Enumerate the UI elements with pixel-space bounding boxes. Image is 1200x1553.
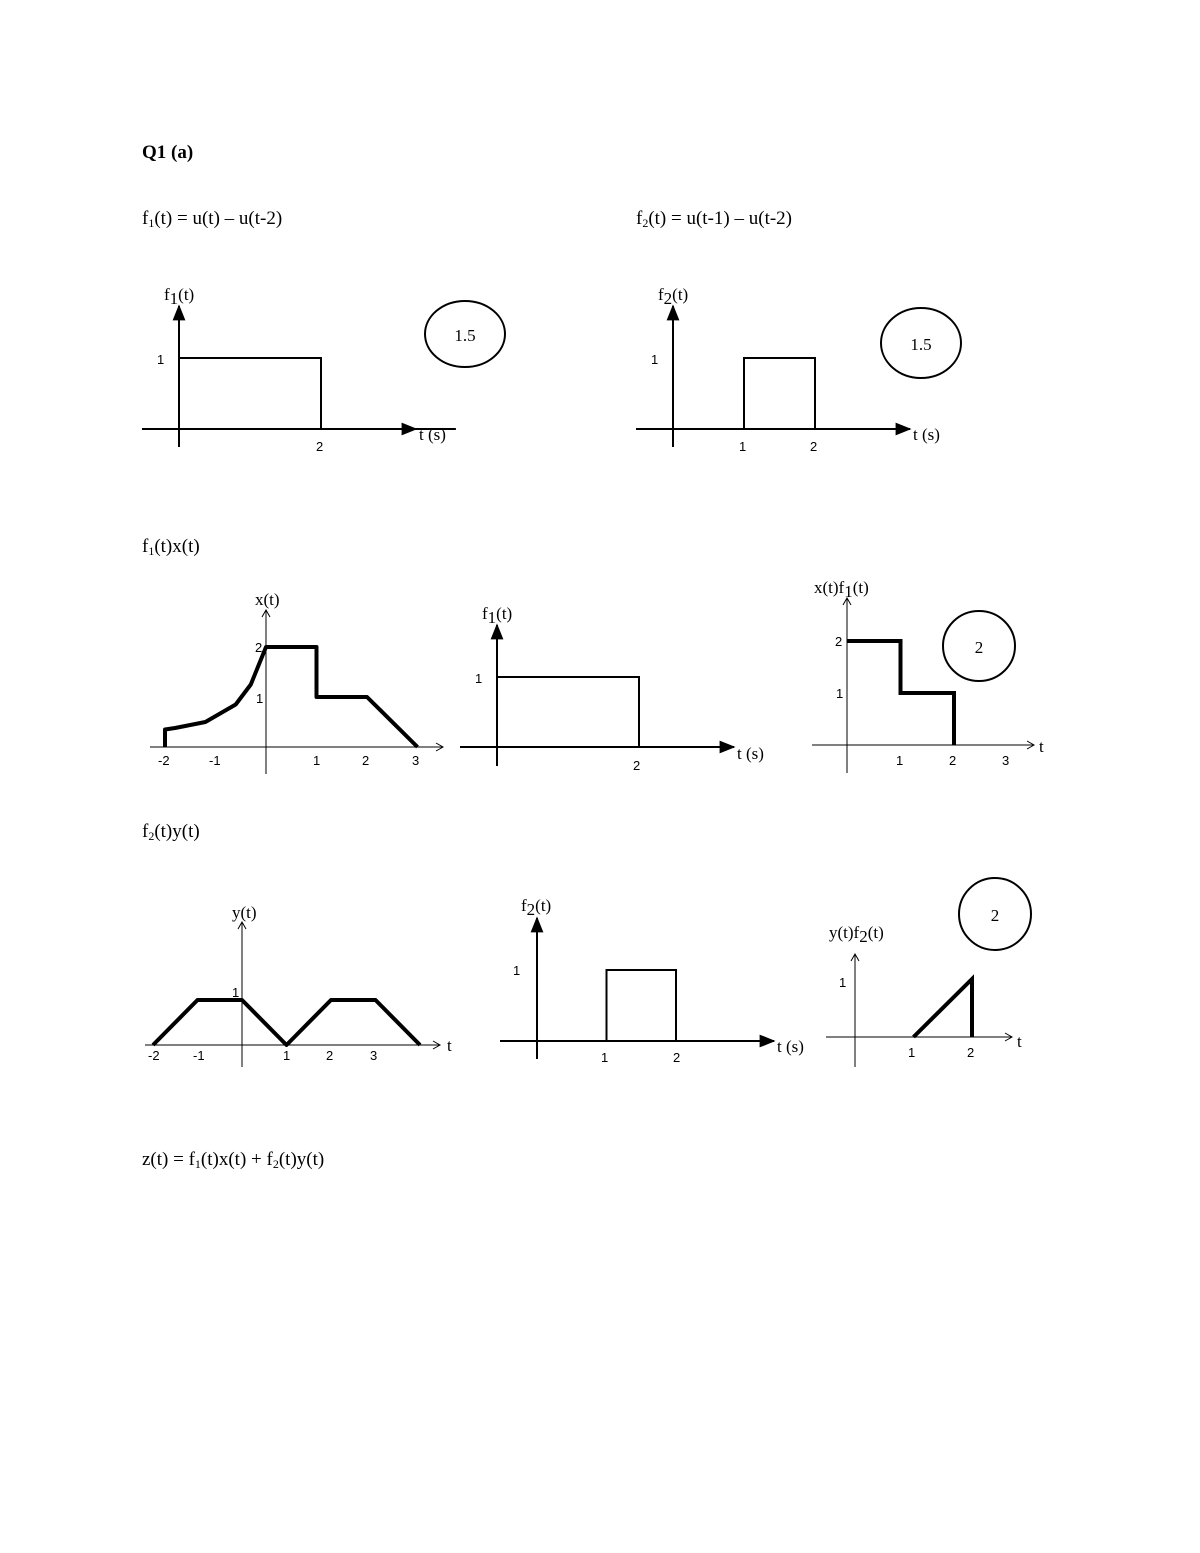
- plot-f1-middle: [460, 604, 764, 773]
- mark-value: 2: [990, 906, 1000, 925]
- plot-f1: [142, 285, 505, 454]
- x-tick-label: 1: [739, 439, 747, 454]
- xf1-signal-line: [847, 641, 954, 745]
- y-axis-label: y(t)f2(t): [829, 923, 884, 946]
- y-tick-label: 1: [513, 963, 521, 978]
- y-signal-line: [153, 1000, 420, 1045]
- section-f2y: $f_2(t)y(t)$: [142, 821, 200, 843]
- equation-f1: $f_1(t) = u(t) - u(t-2)$: [142, 208, 283, 230]
- x-axis-label: t: [1017, 1032, 1022, 1051]
- y-tick-label: 2: [255, 640, 263, 655]
- f2-signal-line: [502, 970, 759, 1041]
- plot-y: [145, 903, 452, 1067]
- y-tick-label: 1: [651, 352, 659, 367]
- y-tick-label: 1: [256, 691, 264, 706]
- y-axis-label: y(t): [232, 903, 257, 922]
- plot-xf1: [812, 578, 1044, 773]
- x-tick-label: 3: [412, 753, 420, 768]
- y-axis-label: f1(t): [482, 604, 513, 627]
- y-tick-label: 2: [835, 634, 843, 649]
- y-axis-label: x(t)f1(t): [814, 578, 869, 601]
- x-tick-label: 2: [949, 753, 957, 768]
- x-axis-label: t (s): [419, 425, 446, 444]
- x-tick-label: 1: [313, 753, 321, 768]
- x-tick-label: 3: [370, 1048, 378, 1063]
- x-tick-label: 2: [673, 1050, 681, 1065]
- x-axis-label: t: [1039, 737, 1044, 756]
- x-tick-label: 1: [908, 1045, 916, 1060]
- plot-x: [150, 590, 443, 774]
- x-tick-label: 2: [316, 439, 324, 454]
- x-tick-label: 2: [967, 1045, 975, 1060]
- mark-value: 1.5: [910, 335, 932, 354]
- f1-signal-line: [462, 677, 725, 747]
- y-axis-label: f1(t): [164, 285, 195, 308]
- y-tick-label: 1: [475, 671, 483, 686]
- f2-signal-line: [638, 358, 901, 429]
- yf2-signal-line: [914, 979, 973, 1037]
- y-tick-label: 1: [836, 686, 844, 701]
- x-tick-label: 1: [601, 1050, 609, 1065]
- equation-f2: $f_2(t) = u(t-1) - u(t-2)$: [636, 208, 792, 230]
- section-f1x: $f_1(t)x(t)$: [142, 536, 200, 558]
- y-axis-label: x(t): [255, 590, 280, 609]
- x-axis-label: t (s): [777, 1037, 804, 1056]
- y-axis-label: f2(t): [521, 896, 552, 919]
- mark-value: 1.5: [454, 326, 476, 345]
- x-tick-label: -2: [148, 1048, 160, 1063]
- x-tick-label: -1: [209, 753, 221, 768]
- x-tick-label: 2: [633, 758, 641, 773]
- f1-signal-line: [144, 358, 456, 429]
- x-tick-label: 2: [362, 753, 370, 768]
- plot-yf2: [826, 878, 1031, 1067]
- y-tick-label: 1: [232, 985, 240, 1000]
- y-tick-label: 1: [157, 352, 165, 367]
- x-axis-label: t (s): [913, 425, 940, 444]
- x-tick-label: 2: [810, 439, 818, 454]
- equation-z: $z(t) = f_1(t)x(t) + f_2(t)y(t)$: [142, 1149, 325, 1171]
- x-signal-line: [165, 647, 418, 747]
- y-tick-label: 1: [839, 975, 847, 990]
- x-tick-label: 3: [1002, 753, 1010, 768]
- x-tick-label: -2: [158, 753, 170, 768]
- x-axis-label: t (s): [737, 744, 764, 763]
- x-tick-label: 1: [896, 753, 904, 768]
- x-axis-label: t: [447, 1036, 452, 1055]
- mark-value: 2: [974, 638, 984, 657]
- plot-f2-bottom: [500, 896, 804, 1065]
- x-tick-label: 1: [283, 1048, 291, 1063]
- plot-f2: [636, 285, 961, 454]
- y-axis-label: f2(t): [658, 285, 689, 308]
- page-title: Q1 (a): [142, 142, 194, 163]
- x-tick-label: 2: [326, 1048, 334, 1063]
- x-tick-label: -1: [193, 1048, 205, 1063]
